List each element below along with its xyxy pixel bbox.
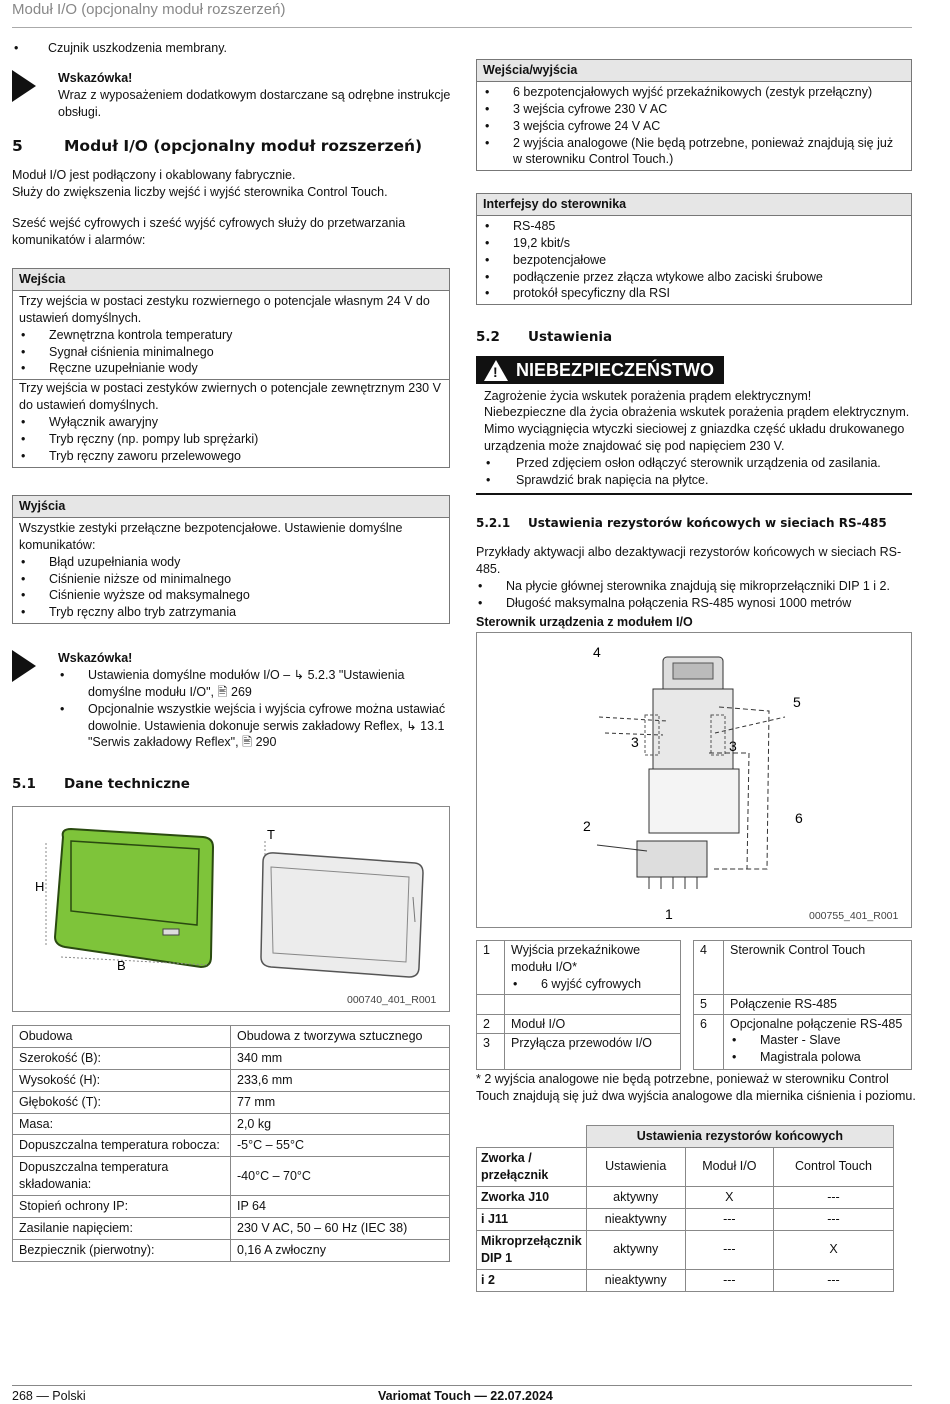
- io-box: [476, 59, 912, 171]
- table-row: [477, 1208, 894, 1230]
- list-item: • 3 wejścia cyfrowe 230 V AC: [483, 101, 905, 118]
- list-item: • protokół specyficzny dla RSI: [483, 285, 905, 302]
- interface-box: [476, 193, 912, 305]
- table-cell: Zworka J10: [477, 1186, 587, 1208]
- list-item: • Sygnał ciśnienia minimalnego: [19, 344, 443, 361]
- outputs-box: Wyjścia Wszystkie zestyki przełączne bezpotencjałowe. Ustawienie domyślne komunikatów: • Błąd uzupełniania wody • Ciśnienie niższe od minimalnego • Ciśnienie wyższe od maksymalnego • Tryb ręczny albo tryb zatrzymania: [12, 495, 450, 624]
- spec-label: Dopuszczalna temperatura składowania:: [13, 1157, 231, 1196]
- table-cell: X: [773, 1230, 893, 1269]
- list-item: • Ciśnienie niższe od minimalnego: [19, 571, 443, 588]
- danger-banner: ! NIEBEZPIECZEŃSTWO: [476, 356, 724, 384]
- interface-box-title: Interfejsy do sterownika: [477, 194, 911, 216]
- module-illustration: [13, 807, 449, 1011]
- table-cell: ---: [773, 1269, 893, 1291]
- table-cell: nieaktywny: [586, 1208, 685, 1230]
- spec-label: Bezpiecznik (pierwotny):: [13, 1239, 231, 1261]
- legend-table: 1 Wyjścia przekaźnikowe modułu I/O* • 6 wyjść cyfrowych 4 Sterownik Control Touch 5 Połączenie RS-485 2 Moduł I/O 6 Opcjonalne połączenie RS-485 • Master - Slave • Magistrala polowa 3 Przyłącza przewodów I/O: [476, 940, 912, 1070]
- note-text: Wraz z wyposażeniem dodatkowym dostarczane są odrębne instrukcje obsługi.: [58, 87, 451, 119]
- table-cell: ---: [773, 1186, 893, 1208]
- callout-3-left: 3: [631, 734, 639, 750]
- outputs-list: [19, 554, 443, 622]
- list-item: • Tryb ręczny (np. pompy lub sprężarki): [19, 431, 443, 448]
- list-item: • Tryb ręczny albo tryb zatrzymania: [19, 604, 443, 621]
- list-item: • Tryb ręczny zaworu przelewowego: [19, 448, 443, 465]
- table-cell: i J11: [477, 1208, 587, 1230]
- list-item: • podłączenie przez złącza wtykowe albo zaciski śrubowe: [483, 269, 905, 286]
- figure-code: 000755_401_R001: [809, 910, 899, 922]
- table-cell: aktywny: [586, 1186, 685, 1208]
- label-h: H: [35, 879, 45, 894]
- spec-value: 230 V AC, 50 – 60 Hz (IEC 38): [231, 1217, 450, 1239]
- figure-caption: Sterownik urządzenia z modułem I/O: [476, 615, 693, 629]
- spec-value: 77 mm: [231, 1091, 450, 1113]
- note-title: Wskazówka!: [58, 651, 133, 665]
- list-item: • Czujnik uszkodzenia membrany.: [12, 40, 452, 57]
- list-item: • Master - Slave: [730, 1032, 905, 1049]
- note-arrow-icon: [12, 70, 36, 102]
- wiring-illustration: [477, 633, 911, 927]
- inputs-list-2: [19, 414, 443, 465]
- list-item: • 19,2 kbit/s: [483, 235, 905, 252]
- inputs-box: Wejścia Trzy wejścia w postaci zestyku rozwiernego o potencjale własnym 24 V do ustawień domyślnych. • Zewnętrzna kontrola temperatury • Sygnał ciśnienia minimalnego • Ręczne uzupełnianie wody Trzy wejścia w postaci zestyków zwiernych o potencjale zewnętrznym 230 V do ustawień domyślnych. • Wyłącznik awaryjny • Tryb ręczny (np. pompy lub sprężarki) • Tryb ręczny zaworu przelewowego: [12, 268, 450, 468]
- resistor-table-caption: Ustawienia rezystorów końcowych: [586, 1126, 893, 1148]
- section-5-2-heading: 5.2 Ustawienia: [476, 329, 613, 345]
- callout-4: 4: [593, 644, 601, 660]
- warning-icon: [484, 360, 508, 381]
- table-row: [13, 1026, 450, 1048]
- list-item: • Magistrala polowa: [730, 1049, 905, 1066]
- spec-label: Obudowa: [13, 1026, 231, 1048]
- figure-code: 000740_401_R001: [347, 994, 437, 1006]
- spec-label: Wysokość (H):: [13, 1069, 231, 1091]
- section-5-heading: 5 Moduł I/O (opcjonalny moduł rozszerzeń): [12, 137, 423, 155]
- inputs-list-1: [19, 327, 443, 378]
- list-item: • Wyłącznik awaryjny: [19, 414, 443, 431]
- list-item: • Na płycie głównej sterownika znajdują się mikroprzełączniki DIP 1 i 2.: [476, 578, 916, 595]
- table-cell: ---: [685, 1230, 773, 1269]
- spec-value: 0,16 A zwłoczny: [231, 1239, 450, 1261]
- note-title: Wskazówka!: [58, 71, 133, 85]
- list-item: • Zewnętrzna kontrola temperatury: [19, 327, 443, 344]
- table-row: [13, 1113, 450, 1135]
- footnote: * 2 wyjścia analogowe nie będą potrzebne, ponieważ w sterowniku Control Touch znajdują się już dwa wyjścia analogowe dla miernika ciśnienia i poziomu.: [476, 1072, 916, 1103]
- spec-value: 2,0 kg: [231, 1113, 450, 1135]
- table-row: [13, 1135, 450, 1157]
- list-item: • Przed zdjęciem osłon odłączyć sterownik urządzenia od zasilania.: [484, 455, 912, 472]
- table-row: [13, 1157, 450, 1196]
- table-row: [13, 1091, 450, 1113]
- table-row: [477, 1186, 894, 1208]
- list-item: • 6 bezpotencjałowych wyjść przekaźnikowych (zestyk przełączny): [483, 84, 905, 101]
- spec-label: Głębokość (T):: [13, 1091, 231, 1113]
- section-5-1-heading: 5.1 Dane techniczne: [12, 776, 190, 792]
- callout-2: 2: [583, 818, 591, 834]
- note-box-2: [12, 650, 452, 751]
- list-item: • 3 wejścia cyfrowe 24 V AC: [483, 118, 905, 135]
- spec-label: Stopień ochrony IP:: [13, 1196, 231, 1218]
- list-item: • Opcjonalnie wszystkie wejścia i wyjścia cyfrowe można ustawiać dowolnie. Ustawienia dokonuje serwis zakładowy Reflex, ↳ 13.1 "Serwis zakładowy Reflex", 🖹 290: [58, 701, 452, 752]
- wiring-figure: [476, 632, 912, 928]
- callout-3-right: 3: [729, 738, 737, 754]
- table-cell: ---: [685, 1269, 773, 1291]
- footer-title: Variomat Touch — 22.07.2024: [378, 1389, 553, 1403]
- table-row: [13, 1239, 450, 1261]
- note-box: [12, 70, 452, 121]
- spec-value: 340 mm: [231, 1047, 450, 1069]
- list-item: • bezpotencjałowe: [483, 252, 905, 269]
- list-item: • Długość maksymalna połączenia RS-485 wynosi 1000 metrów: [476, 595, 916, 612]
- list-item: • Ręczne uzupełnianie wody: [19, 360, 443, 377]
- module-figure: [12, 806, 450, 1012]
- spec-label: Zasilanie napięciem:: [13, 1217, 231, 1239]
- header-rule: [12, 27, 912, 28]
- label-b: B: [117, 958, 126, 973]
- list-item: • RS-485: [483, 218, 905, 235]
- io-module-shape: [637, 841, 707, 877]
- table-row: [477, 1230, 894, 1269]
- io-box-title: Wejścia/wyjścia: [477, 60, 911, 82]
- list-item: • 2 wyjścia analogowe (Nie będą potrzebne, ponieważ znajdują się już w sterowniku Control Touch.): [483, 135, 905, 169]
- spec-value: -5°C – 55°C: [231, 1135, 450, 1157]
- table-cell: aktywny: [586, 1230, 685, 1269]
- table-cell: X: [685, 1186, 773, 1208]
- spec-label: Masa:: [13, 1113, 231, 1135]
- table-cell: Mikroprzełącznik DIP 1: [477, 1230, 587, 1269]
- note-arrow-icon: [12, 650, 36, 682]
- list-item: • Sprawdzić brak napięcia na płytce.: [484, 472, 912, 489]
- intro-text: Moduł I/O jest podłączony i okablowany fabrycznie. Służy do zwiększenia liczby wejść i wyjść sterownika Control Touch. Sześć wejść cyfrowych i sześć wyjść cyfrowych służy do przetwarzania komunikatów i alarmów:: [12, 168, 406, 247]
- list-item: • Ustawienia domyślne modułów I/O – ↳ 5.2.3 "Ustawienia domyślne modułu I/O", 🖹 269: [58, 667, 452, 701]
- spec-value: -40°C – 70°C: [231, 1157, 450, 1196]
- callout-6: 6: [795, 810, 803, 826]
- rs485-text: Przykłady aktywacji albo dezaktywacji rezystorów końcowych w sieciach RS-485. • Na płycie głównej sterownika znajdują się mikroprzełączniki DIP 1 i 2. • Długość maksymalna połączenia RS-485 wynosi 1000 metrów: [476, 544, 916, 612]
- list-item: • 6 wyjść cyfrowych: [511, 976, 674, 993]
- spec-table: [12, 1025, 450, 1262]
- section-5-2-1-heading: 5.2.1 Ustawienia rezystorów końcowych w sieciach RS-485: [476, 516, 887, 530]
- callout-1: 1: [665, 906, 673, 922]
- resistor-table: Ustawienia rezystorów końcowych Zworka / przełącznik Ustawienia Moduł I/O Control Touch Zworka J10 aktywny X --- i J11 nieaktywny --- --- Mikroprzełącznik DIP 1 aktywny --- X i 2 nieaktywny --- ---: [476, 1125, 894, 1292]
- list-item: • Ciśnienie wyższe od maksymalnego: [19, 587, 443, 604]
- table-cell: ---: [685, 1208, 773, 1230]
- outputs-box-title: Wyjścia: [13, 496, 449, 518]
- table-row: [13, 1196, 450, 1218]
- running-header: Moduł I/O (opcjonalny moduł rozszerzeń): [12, 1, 286, 18]
- inputs-box-title: Wejścia: [13, 269, 449, 291]
- spec-value: 233,6 mm: [231, 1069, 450, 1091]
- top-bullet-list: [12, 40, 452, 57]
- spec-label: Szerokość (B):: [13, 1047, 231, 1069]
- callout-5: 5: [793, 694, 801, 710]
- table-row: [13, 1069, 450, 1091]
- spec-value: Obudowa z tworzywa sztucznego: [231, 1026, 450, 1048]
- table-row: [13, 1217, 450, 1239]
- spec-label: Dopuszczalna temperatura robocza:: [13, 1135, 231, 1157]
- list-item: • Błąd uzupełniania wody: [19, 554, 443, 571]
- footer-page: 268 — Polski: [12, 1389, 86, 1403]
- table-cell: nieaktywny: [586, 1269, 685, 1291]
- spec-value: IP 64: [231, 1196, 450, 1218]
- table-cell: ---: [773, 1208, 893, 1230]
- table-cell: i 2: [477, 1269, 587, 1291]
- danger-block: ! NIEBEZPIECZEŃSTWO Zagrożenie życia wskutek porażenia prądem elektrycznym! Niebezpieczne dla życia obrażenia wskutek porażenia prądem elektrycznym. Mimo wyciągnięcia wtyczki sieciowej z gniazdka część układu drukowanego urządzenia może znajdować się pod napięciem 230 V. • Przed zdjęciem osłon odłączyć sterownik urządzenia od zasilania. • Sprawdzić brak napięcia na płytce.: [476, 356, 912, 495]
- table-row: [13, 1047, 450, 1069]
- footer-rule: [12, 1385, 912, 1386]
- label-t: T: [267, 827, 275, 842]
- table-row: [477, 1269, 894, 1291]
